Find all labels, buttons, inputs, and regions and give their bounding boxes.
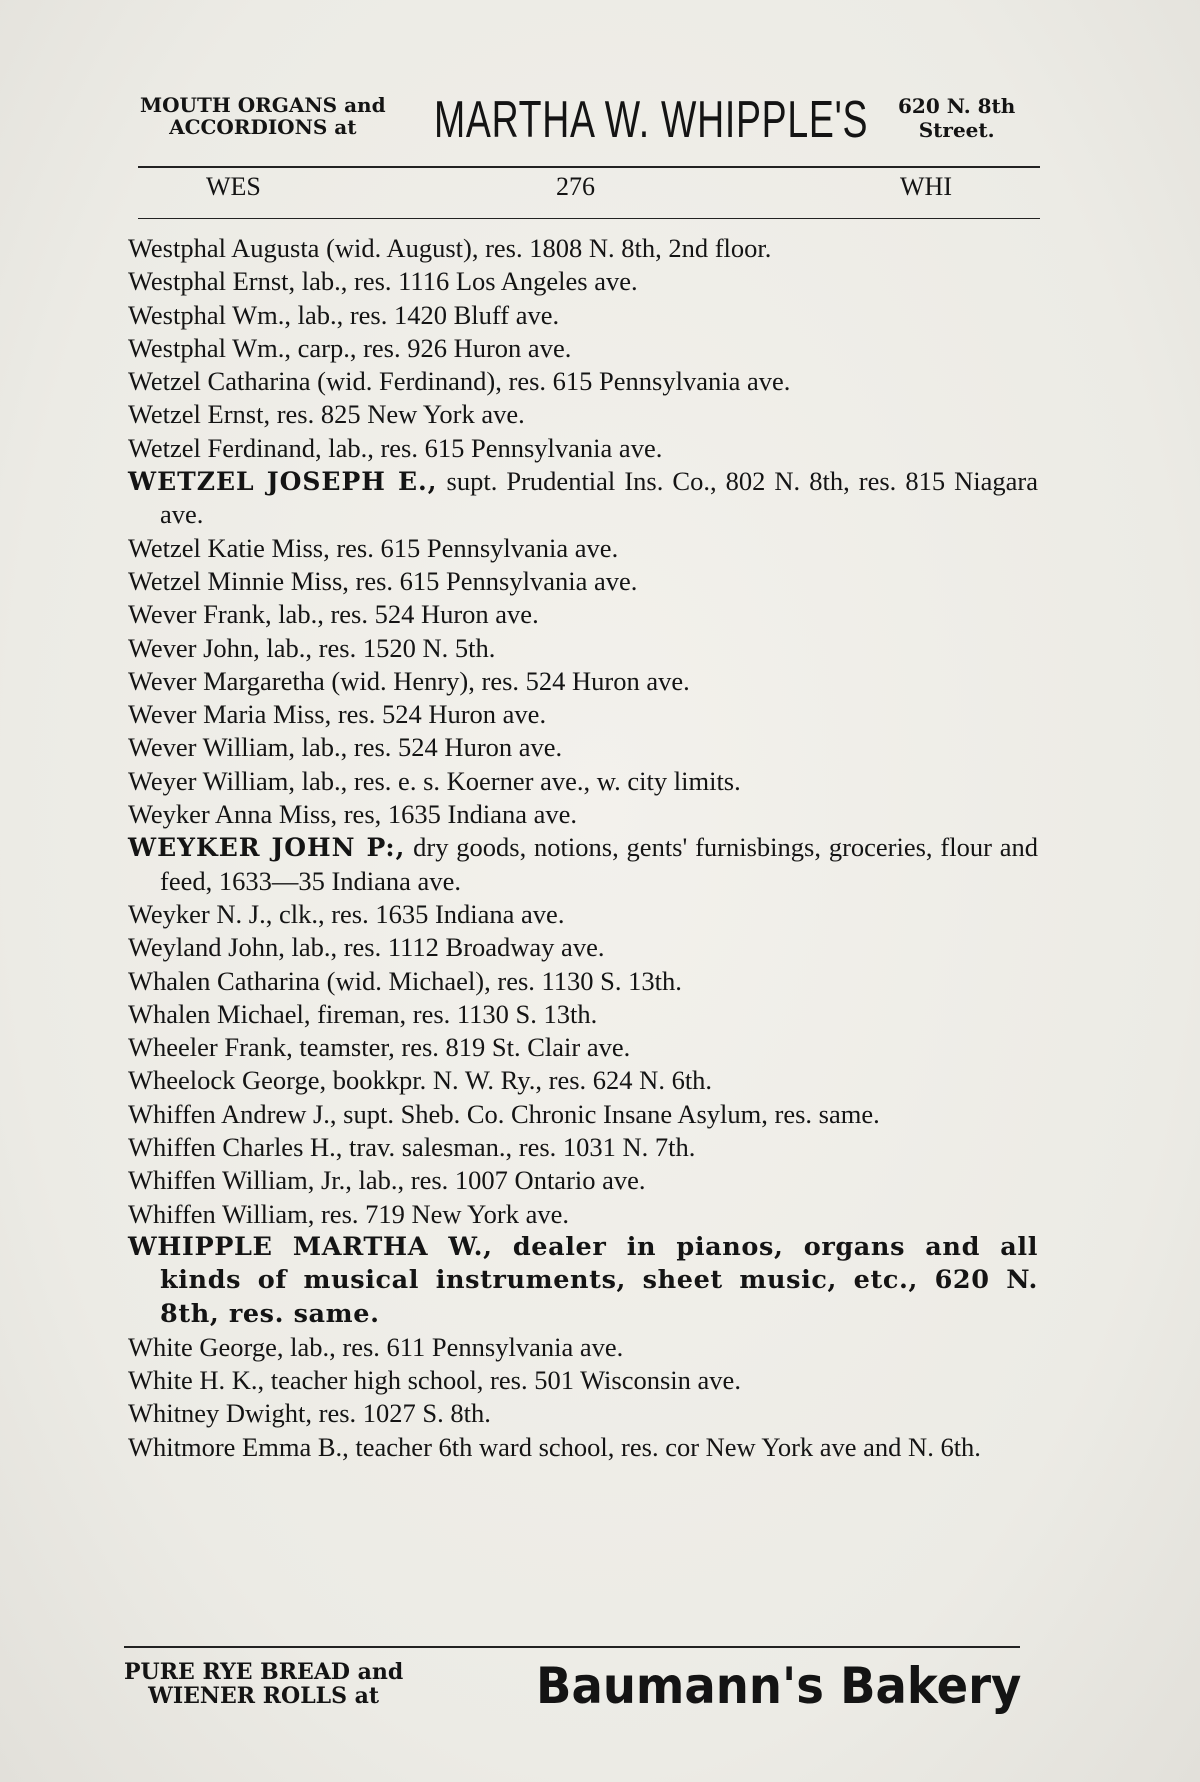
entry-text: Whalen Catharina (wid. Michael), res. 1130 S. 13th. [128, 965, 682, 996]
directory-entry [128, 432, 1038, 465]
header-rule [138, 166, 1040, 168]
running-head-right: WHI [900, 172, 952, 201]
entry-text: Whiffen William, res. 719 New York ave. [128, 1198, 570, 1229]
entry-text: Whalen Michael, fireman, res. 1130 S. 13th. [128, 998, 598, 1029]
directory-entry [128, 465, 1038, 532]
footer-ad-left-text [124, 1660, 403, 1708]
directory-entry [128, 332, 1038, 365]
footer-advertisement [124, 1657, 1024, 1730]
entry-text: White H. K., teacher high school, res. 501 Wisconsin ave. [128, 1365, 741, 1396]
directory-entry [128, 1131, 1038, 1164]
directory-entry [128, 831, 1038, 898]
header-ad-left-line1: MOUTH ORGANS and [140, 93, 386, 117]
entry-text: Westphal Wm., lab., res. 1420 Bluff ave. [128, 299, 560, 330]
directory-entry: WHIPPLE MARTHA W., dealer in pianos, organs and all kinds of musical instruments, sheet music, etc., 620 N. 8th, res. same. [128, 1231, 1038, 1329]
directory-entry [128, 565, 1038, 598]
footer-ad-left-line1: PURE RYE BREAD and [124, 1659, 404, 1685]
entry-text: Whiffen Charles H., trav. salesman., res. 1031 N. 7th. [128, 1132, 696, 1163]
directory-entry [128, 1031, 1038, 1064]
header-ad-right-text [898, 94, 1015, 142]
entry-text: Wetzel Minnie Miss, res. 615 Pennsylvania ave. [128, 565, 638, 596]
header-ad-right-line1: 620 N. 8th [898, 94, 1016, 118]
directory-entry [128, 1431, 1038, 1464]
header-ad-left-text [140, 94, 386, 138]
entry-text: Wever Margaretha (wid. Henry), res. 524 Huron ave. [128, 665, 690, 696]
entry-text: Westphal Ernst, lab., res. 1116 Los Angeles ave. [128, 266, 638, 297]
entry-text: Wetzel Ferdinand, lab., res. 615 Pennsylvania ave. [128, 432, 663, 463]
directory-entry [128, 798, 1038, 831]
header-ad-name: MARTHA W. WHIPPLE'S [434, 91, 869, 149]
entry-text: Whiffen William, Jr., lab., res. 1007 Ontario ave. [128, 1165, 646, 1196]
header-advertisement [138, 92, 1038, 156]
entry-text: supt. Prudential Ins. Co., 802 N. 8th, res. 815 Niagara ave. [160, 466, 1038, 530]
directory-entry [128, 765, 1038, 798]
directory-entry [128, 731, 1038, 764]
entry-text: Whiffen Andrew J., supt. Sheb. Co. Chronic Insane Asylum, res. same. [128, 1098, 880, 1129]
directory-entry [128, 1064, 1038, 1097]
directory-entry [128, 532, 1038, 565]
entry-text: Wever William, lab., res. 524 Huron ave. [128, 732, 563, 763]
directory-entry [128, 1364, 1038, 1397]
running-head-rule [138, 218, 1040, 219]
directory-entry [128, 265, 1038, 298]
page-number: 276 [556, 172, 595, 201]
entry-text: Weyer William, lab., res. e. s. Koerner ave., w. city limits. [128, 765, 741, 796]
directory-entry [128, 931, 1038, 964]
entry-text: Westphal Wm., carp., res. 926 Huron ave. [128, 332, 572, 363]
directory-entry [128, 632, 1038, 665]
entry-bold-name: WETZEL JOSEPH E., [128, 467, 438, 497]
entry-text: Wheelock George, bookkpr. N. W. Ry., res. 624 N. 6th. [128, 1065, 713, 1096]
entry-text: Westphal Augusta (wid. August), res. 1808 N. 8th, 2nd floor. [128, 233, 772, 263]
entry-text: Wetzel Katie Miss, res. 615 Pennsylvania ave. [128, 532, 619, 563]
entry-text: Wetzel Catharina (wid. Ferdinand), res. 615 Pennsylvania ave. [128, 366, 791, 397]
directory-entry [128, 299, 1038, 332]
directory-entry [128, 1098, 1038, 1131]
footer-ad-left-line2: WIENER ROLLS at [148, 1683, 380, 1709]
directory-entry [128, 665, 1038, 698]
directory-entry [128, 398, 1038, 431]
entry-text: Whitney Dwight, res. 1027 S. 8th. [128, 1398, 491, 1429]
directory-entry [128, 965, 1038, 998]
directory-entry [128, 998, 1038, 1031]
entry-text: Wetzel Ernst, res. 825 New York ave. [128, 399, 525, 430]
directory-entry [128, 1331, 1038, 1364]
directory-entry [128, 1397, 1038, 1430]
entry-text: Weyland John, lab., res. 1112 Broadway ave. [128, 932, 605, 963]
header-ad-right-line2: Street. [918, 118, 995, 142]
footer-ad-name: Baumann's Bakery [536, 1657, 1022, 1715]
entry-text: White George, lab., res. 611 Pennsylvania ave. [128, 1331, 624, 1362]
directory-entry [128, 1164, 1038, 1197]
entry-text: Whitmore Emma B., teacher 6th ward school, res. cor New York ave and N. 6th. [128, 1431, 981, 1462]
entry-bold-name: WEYKER JOHN P:, [128, 833, 406, 863]
directory-entry [128, 598, 1038, 631]
entry-text: Wever John, lab., res. 1520 N. 5th. [128, 632, 496, 663]
directory-entry [128, 232, 1038, 265]
header-ad-left-line2: ACCORDIONS at [169, 115, 357, 139]
entry-text: Wever Maria Miss, res. 524 Huron ave. [128, 699, 547, 730]
entry-text: dry goods, notions, gents' furnisbings, groceries, flour and feed, 1633—35 Indiana ave. [160, 832, 1038, 896]
running-head-left: WES [206, 172, 261, 201]
directory-entry [128, 365, 1038, 398]
entry-text: Wever Frank, lab., res. 524 Huron ave. [128, 599, 539, 630]
directory-entry [128, 1198, 1038, 1231]
directory-entry [128, 698, 1038, 731]
entry-text: Weyker Anna Miss, res, 1635 Indiana ave. [128, 799, 577, 830]
directory-entries [128, 232, 1038, 1464]
footer-rule [124, 1646, 1020, 1648]
running-head [138, 172, 1038, 206]
entry-text: Weyker N. J., clk., res. 1635 Indiana ave. [128, 898, 565, 929]
directory-entry [128, 898, 1038, 931]
entry-text: Wheeler Frank, teamster, res. 819 St. Clair ave. [128, 1032, 631, 1063]
